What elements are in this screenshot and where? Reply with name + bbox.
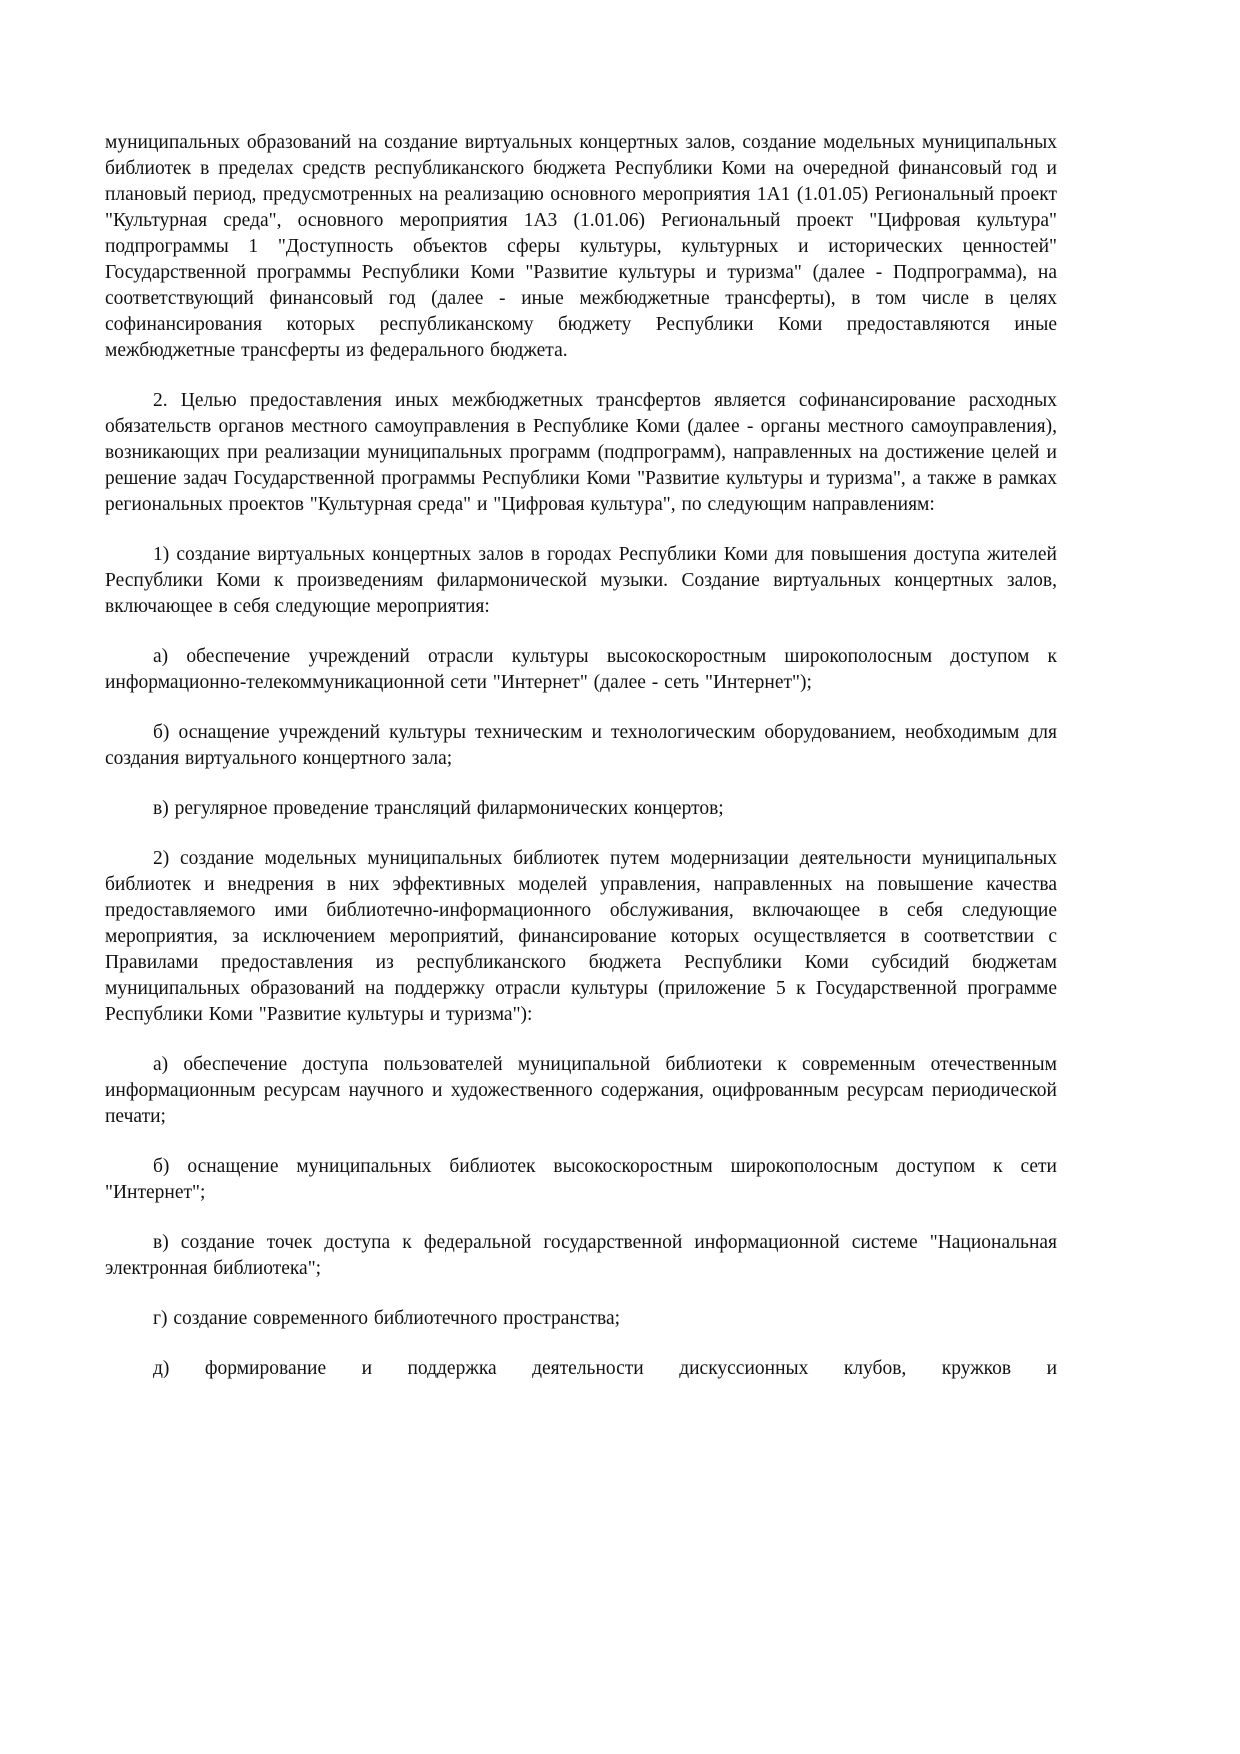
paragraph: а) обеспечение учреждений отрасли культуры высокоскоростным широкополосным доступом к информационно-телекоммуникационной сети "Интернет" (далее - сеть "Интернет"); [105,646,1057,693]
paragraph: г) создание современного библиотечного пространства; [153,1308,621,1329]
page-content [105,130,1057,1382]
paragraph: в) создание точек доступа к федеральной государственной информационной системе "Национальная электронная библиотека"; [105,1232,1057,1279]
paragraph: б) оснащение учреждений культуры техническим и технологическим оборудованием, необходимым для создания виртуального концертного зала; [105,722,1057,769]
paragraph: в) регулярное проведение трансляций филармонических концертов; [153,798,724,819]
paragraph: 2) создание модельных муниципальных библиотек путем модернизации деятельности муниципальных библиотек и внедрения в них эффективных моделей управления, направленных на повышение качества предоставляемого ими библиотечно-информационного обслуживания, включающее в себя следующие мероприятия, за исключением мероприятий, финансирование которых осуществляется в соответствии с Правилами предоставления из республиканского бюджета Республики Коми субсидий бюджетам муниципальных образований на поддержку отрасли культуры (приложение 5 к Государственной программе Республики Коми "Развитие культуры и туризма"): [105,848,1057,1025]
paragraph: б) оснащение муниципальных библиотек высокоскоростным широкополосным доступом к сети "Интернет"; [105,1156,1057,1203]
paragraph: д) формирование и поддержка деятельности дискуссионных клубов, кружков и [153,1358,1057,1379]
paragraph: а) обеспечение доступа пользователей муниципальной библиотеки к современным отечественным информационным ресурсам научного и художественного содержания, оцифрованным ресурсам периодической печати; [105,1054,1057,1127]
paragraph: муниципальных образований на создание виртуальных концертных залов, создание модельных муниципальных библиотек в пределах средств республиканского бюджета Республики Коми на очередной финансовый год и плановый период, предусмотренных на реализацию основного мероприятия 1А1 (1.01.05) Региональный проект "Культурная среда", основного мероприятия 1А3 (1.01.06) Региональный проект "Цифровая культура" подпрограммы 1 "Доступность объектов сферы культуры, культурных и исторических ценностей" Государственной программы Республики Коми "Развитие культуры и туризма" (далее - Подпрограмма), на соответствующий финансовый год (далее - иные межбюджетные трансферты), в том числе в целях софинансирования которых республиканскому бюджету Республики Коми предоставляются иные межбюджетные трансферты из федерального бюджета. [105,132,1057,361]
paragraph: 1) создание виртуальных концертных залов в городах Республики Коми для повышения доступа жителей Республики Коми к произведениям филармонической музыки. Создание виртуальных концертных залов, включающее в себя следующие мероприятия: [105,544,1057,617]
paragraph: 2. Целью предоставления иных межбюджетных трансфертов является софинансирование расходных обязательств органов местного самоуправления в Республике Коми (далее - органы местного самоуправления), возникающих при реализации муниципальных программ (подпрограмм), направленных на достижение целей и решение задач Государственной программы Республики Коми "Развитие культуры и туризма", а также в рамках региональных проектов "Культурная среда" и "Цифровая культура", по следующим направлениям: [105,390,1057,515]
